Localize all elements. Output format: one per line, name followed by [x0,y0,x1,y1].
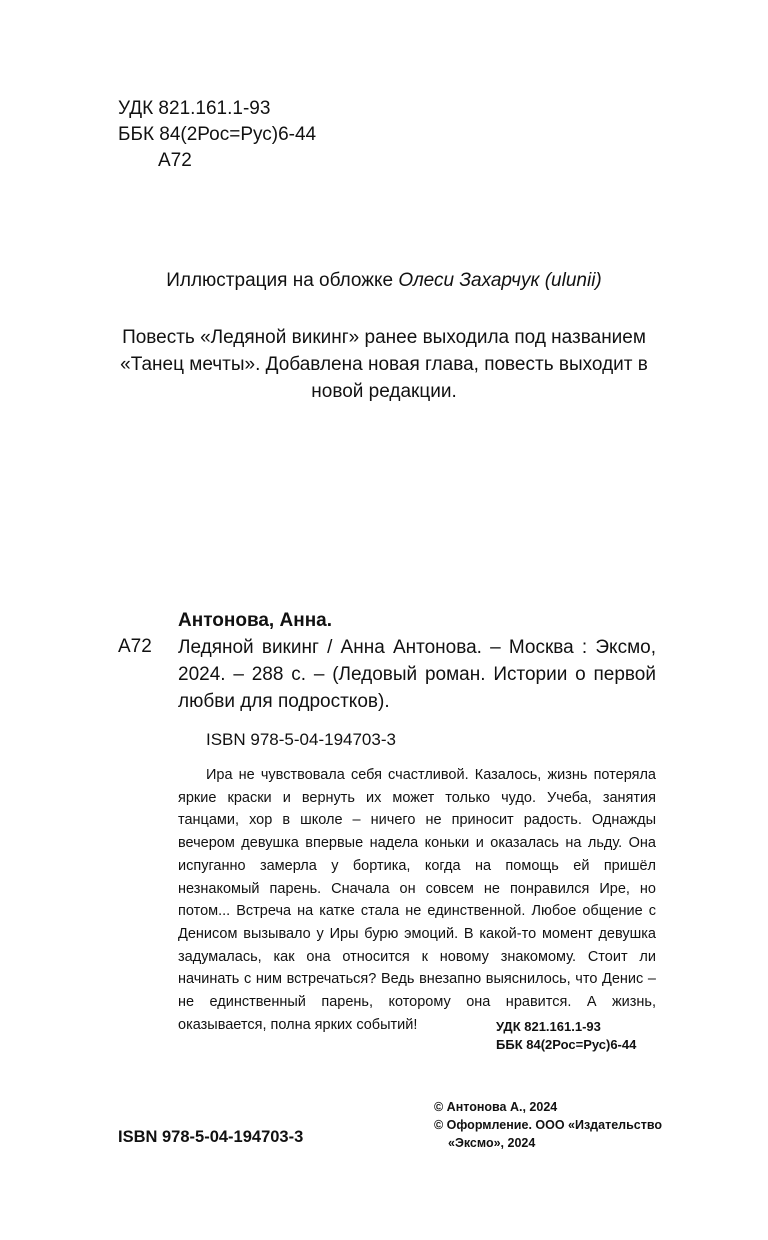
catalog-author: Антонова, Анна. [178,610,333,631]
bbk-code: ББК 84(2Рос=Рус)6-44 [118,124,317,145]
annotation: Ира не чувствовала себя счастливой. Казалось, жизнь потеряла яркие краски и вернуть их может только чудо. Учеба, занятия танцами, хор в школе – ничего не приносит радость. Однажды вечером девушка впервые надела коньки и оказалась на льду. Она испуганно замерла у бортика, когда на помощь ей пришёл незнакомый парень. Сначала он совсем не понравился Ире, но потом... Встреча на катке стала не единственной. Любое общение с Денисом вызывало у Иры бурю эмоций. В какой-то момент девушка задумалась, как она относится к новому знакомому. Стоит ли начинать с ним встречаться? Ведь внезапно выяснилось, что Денис – не единственный парень, которому она нравится. А жизнь, оказывается, полна ярких событий! [178,767,656,1033]
catalog-isbn: ISBN 978-5-04-194703-3 [206,730,396,749]
copyright-block [434,1098,662,1152]
classification-codes [118,96,316,174]
catalog-entry: Ледяной викинг / Анна Антонова. – Москва : Эксмо, 2024. – 288 с. – (Ледовый роман. Истории о первой любви для подростков). [178,637,656,712]
illustration-prefix: Иллюстрация на обложке [166,270,399,291]
illustration-credit [0,270,768,292]
footer-isbn: ISBN 978-5-04-194703-3 [118,1128,304,1146]
copyright-design-line-1: © Оформление. ООО «Издательство [434,1118,662,1132]
catalog-mark: А72 [118,636,152,657]
copyright-design-line-2: «Эксмо», 2024 [448,1136,536,1150]
copyright-author: © Антонова А., 2024 [434,1100,558,1114]
catalog-udk: УДК 821.161.1-93 [496,1019,601,1034]
udk-code: УДК 821.161.1-93 [118,98,271,119]
catalog-codes [496,1018,636,1054]
edition-note: Повесть «Ледяной викинг» ранее выходила под названием «Танец мечты». Добавлена новая глава, повесть выходит в новой редакции. [120,327,648,402]
illustration-artist: Олеси Захарчук (ulunii) [398,270,602,291]
author-mark: А72 [158,150,192,171]
catalog-bbk: ББК 84(2Рос=Рус)6-44 [496,1037,637,1052]
